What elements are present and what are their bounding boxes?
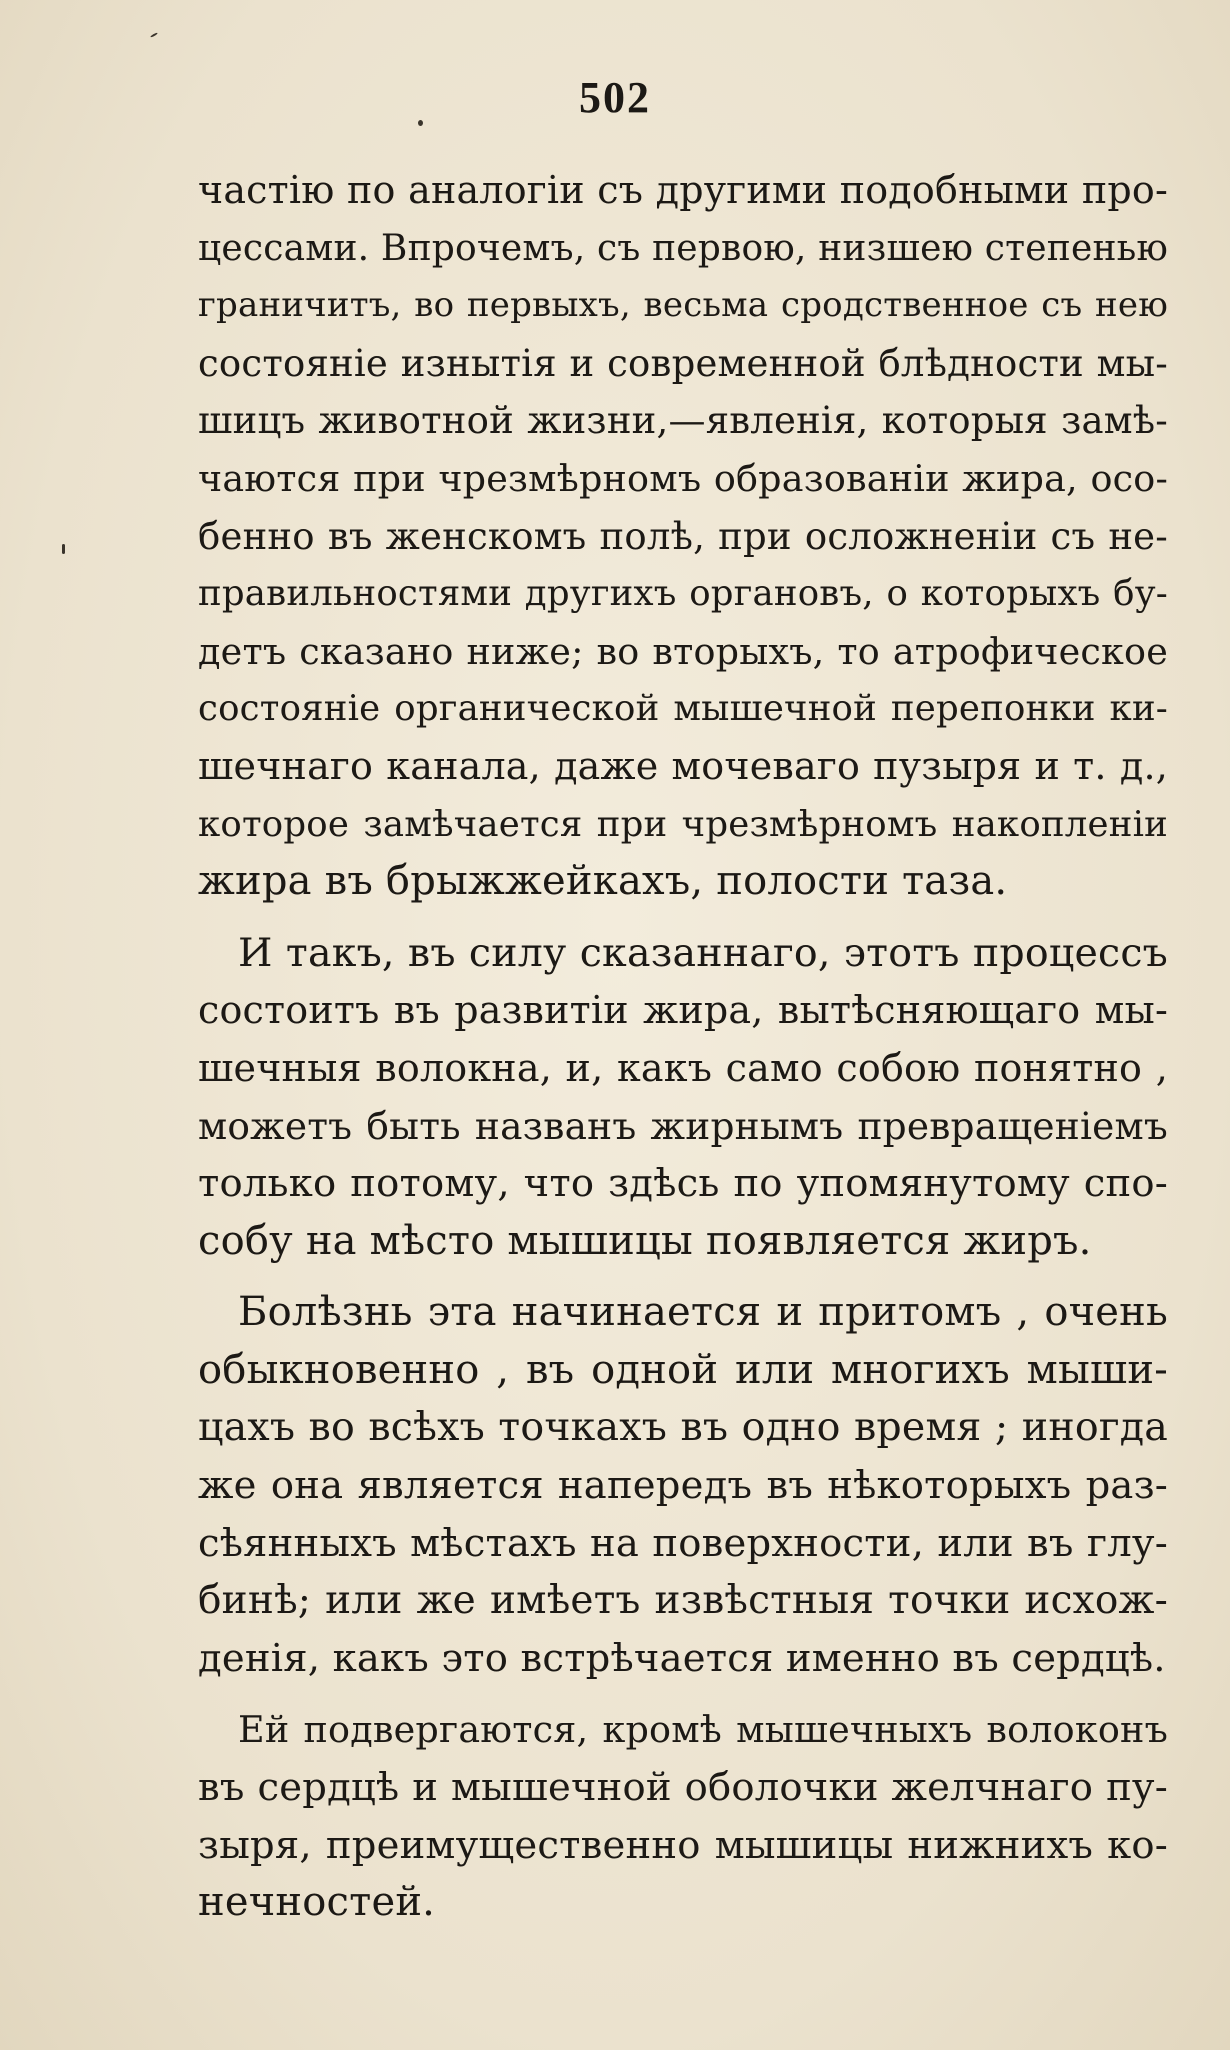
text-line: въ сердцѣ и мышечной оболочки желчнаго пу- xyxy=(198,1765,1168,1811)
text-line: которое замѣчается при чрезмѣрномъ накопленіи xyxy=(198,803,1168,845)
paragraph xyxy=(198,162,1168,911)
text-line: граничитъ, во первыхъ, весьма сродственное съ нею xyxy=(198,285,1168,326)
text-line: только потому, что здѣсь по упомянутому спо- xyxy=(198,1161,1168,1207)
text-line: состояніе органической мышечной перепонки ки- xyxy=(198,688,1168,730)
text-line: обыкновенно , въ одной или многихъ мыши- xyxy=(198,1346,1168,1393)
text-line: сѣянныхъ мѣстахъ на поверхности, или въ глу- xyxy=(198,1520,1168,1566)
paragraph xyxy=(198,1284,1168,1687)
text-line: частію по аналогіи съ другими подобными про- xyxy=(198,168,1168,212)
text-line: цессами. Впрочемъ, съ первою, низшею степенью xyxy=(198,227,1169,269)
text-line: чаются при чрезмѣрномъ образованіи жира, осо- xyxy=(198,456,1168,500)
text-line: жира въ брыжжейкахъ, полости таза. xyxy=(198,858,1008,905)
text-line: бенно въ женскомъ полѣ, при осложненіи съ не- xyxy=(198,514,1168,558)
text-line: состоитъ въ развитіи жира, вытѣсняющаго мы- xyxy=(198,988,1168,1033)
ink-speck xyxy=(150,32,158,38)
text-line: Болѣзнь эта начинается и притомъ , очень xyxy=(238,1289,1168,1336)
text-line: можетъ быть названъ жирнымъ превращеніемъ xyxy=(198,1103,1168,1148)
text-line: И такъ, въ силу сказаннаго, этотъ процессъ xyxy=(238,929,1168,976)
ink-speck xyxy=(62,544,65,554)
text-line: денія, какъ это встрѣчается именно въ сердцѣ. xyxy=(198,1635,1166,1681)
text-line: цахъ во всѣхъ точкахъ въ одно время ; иногда xyxy=(198,1404,1168,1451)
text-line: собу на мѣсто мышицы появляется жиръ. xyxy=(198,1217,1092,1264)
page-number: 502 xyxy=(579,73,651,122)
text-line: состояніе изнытія и современной блѣдности мы- xyxy=(198,341,1168,385)
text-line: бинѣ; или же имѣетъ извѣстныя точки исхож- xyxy=(198,1578,1168,1624)
body-text xyxy=(198,162,1168,1932)
text-line: нечностей. xyxy=(198,1879,436,1926)
text-line: шицъ животной жизни,—явленія, которыя замѣ- xyxy=(198,399,1168,443)
text-line: шечныя волокна, и, какъ само собою понятно , xyxy=(198,1045,1168,1090)
text-line: правильностями другихъ органовъ, о которыхъ бу- xyxy=(198,573,1168,615)
text-line: детъ сказано ниже; во вторыхъ, то атрофическое xyxy=(198,629,1168,673)
text-line: Ей подвергаются, кромѣ мышечныхъ волоконъ xyxy=(238,1708,1168,1752)
text-line: же она является напередъ въ нѣкоторыхъ раз- xyxy=(198,1463,1168,1509)
text-line: зыря, преимущественно мышицы нижнихъ ко- xyxy=(198,1822,1168,1868)
paragraph xyxy=(198,925,1168,1271)
paragraph xyxy=(198,1701,1168,1931)
text-line: шечнаго канала, даже мочеваго пузыря и т. д., xyxy=(198,743,1168,788)
